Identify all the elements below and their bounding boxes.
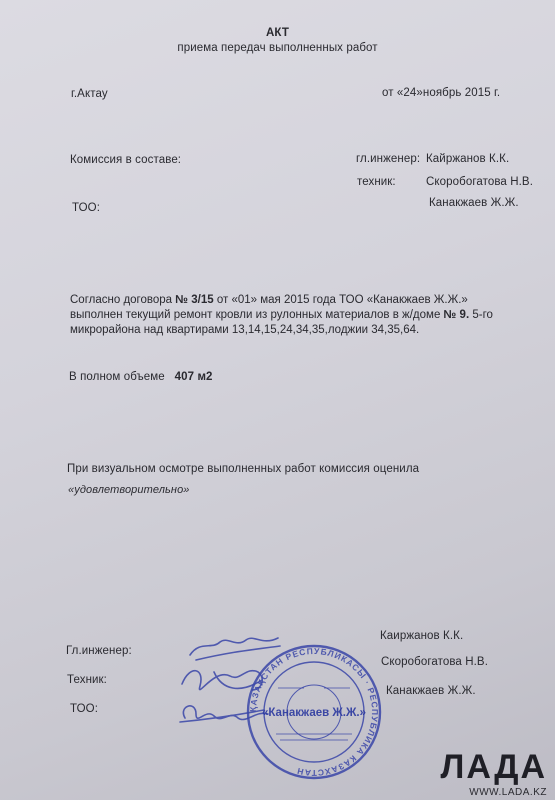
document-title: АКТ bbox=[266, 27, 289, 39]
contract-number: № 3/15 bbox=[175, 294, 214, 306]
commission-label: Комиссия в составе: bbox=[70, 154, 182, 166]
rating: «удовлетворительно» bbox=[68, 484, 190, 496]
sig-tech-name: Скоробогатова Н.В. bbox=[381, 656, 488, 668]
company-stamp bbox=[244, 642, 384, 782]
site-watermark bbox=[441, 748, 547, 798]
chief-engineer-role: гл.инженер: bbox=[356, 153, 421, 165]
inspection-text: При визуальном осмотре выполненных работ комиссия оценила bbox=[67, 463, 420, 475]
too-name: Канакжаев Ж.Ж. bbox=[429, 197, 519, 209]
sig-too-name: Канакжаев Ж.Ж. bbox=[386, 685, 476, 697]
technician-role: техник: bbox=[357, 176, 396, 188]
watermark-brand: ЛАДА bbox=[440, 748, 547, 786]
document-date: от «24»ноябрь 2015 г. bbox=[382, 87, 501, 99]
sig-tech-label: Техник: bbox=[67, 674, 107, 686]
para1-part2: от «01» мая 2015 года ТОО «Канакжаев Ж.Ж.» выполнен текущий ремонт кровли из рулонных материалов в ж/доме bbox=[70, 294, 468, 321]
sig-too-label: ТОО: bbox=[70, 703, 98, 715]
para1-part3: 5-го микрорайона над квартирами 13,14,15,24,34,35,лоджии 34,35,64. bbox=[70, 309, 493, 336]
technician-name: Скоробогатова Н.В. bbox=[426, 176, 533, 188]
volume-label: В полном объеме bbox=[69, 371, 165, 383]
stamp-outer-text: ҚАЗАҚСТАН РЕСПУБЛИКАСЫ · РЕСПУБЛИКА КАЗАХСТАН bbox=[247, 645, 381, 779]
city: г.Актау bbox=[71, 88, 108, 100]
too-label: ТОО: bbox=[72, 202, 100, 214]
watermark-url: WWW.LADA.KZ bbox=[469, 787, 547, 798]
document-subtitle: приема передач выполненных работ bbox=[177, 42, 378, 54]
sig-engineer-label: Гл.инженер: bbox=[66, 645, 132, 657]
volume-value: 407 м2 bbox=[174, 371, 213, 383]
stamp-center-text: «Канакжаев Ж.Ж.» bbox=[262, 707, 366, 719]
house-number: № 9. bbox=[443, 309, 470, 321]
chief-engineer-name: Кайржанов К.К. bbox=[426, 153, 510, 165]
para1-part1: Согласно договора bbox=[70, 294, 176, 306]
sig-engineer-name: Каиржанов К.К. bbox=[380, 630, 464, 642]
